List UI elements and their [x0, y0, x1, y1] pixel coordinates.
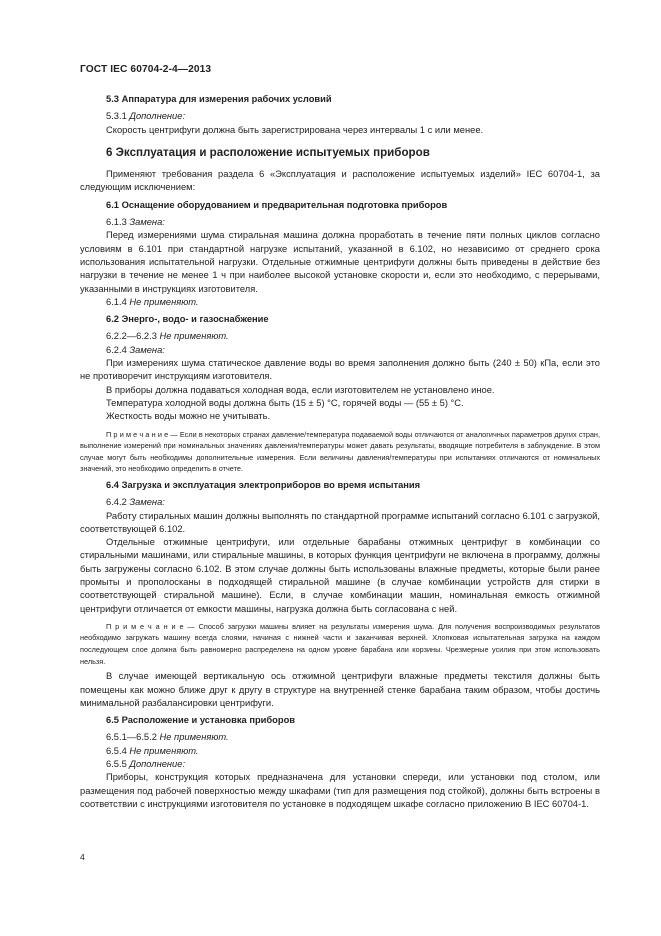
paragraph: Применяют требования раздела 6 «Эксплуатация и расположение испытуемых изделий» IEC 60704-1, за следующим исключением:	[80, 169, 600, 193]
clause-6-1-3: 6.1.3 Замена:	[106, 217, 165, 228]
paragraph: При измерениях шума статическое давление воды во время заполнения должно быть (240 ± 50) кПа, если это не противоречит инструкциям изготовителя.	[80, 358, 600, 382]
paragraph: Температура холодной воды должна быть (15 ± 5) °С, горячей воды — (55 ± 5) °С.	[106, 397, 464, 408]
section-5-3-title: 5.3 Аппаратура для измерения рабочих условий	[106, 94, 332, 104]
clause-6-5-4: 6.5.4 Не применяют.	[106, 745, 199, 756]
note: П р и м е ч а н и е — Способ загрузки машины влияет на результаты измерения шума. Для получения воспроизводимых результатов необходимо загружать машину всегда слоями, начиная с нижней части и заканчивая верхней. Хлопковая испытательная загрузка на каждом последующем слое должна быть равномерно распределена на одном уровне барабана или корзины. Чрезмерные усилия при этом использовать нельзя.	[80, 621, 600, 666]
section-6-2-title: 6.2 Энерго-, водо- и газоснабжение	[106, 314, 269, 325]
paragraph: Работу стиральных машин должны выполнять по стандартной программе испытаний согласно 6.101 с загрузкой, соответствующей 6.102.	[80, 510, 600, 534]
section-6-1-title: 6.1 Оснащение оборудованием и предварительная подготовка приборов	[106, 199, 448, 210]
paragraph: Перед измерениями шума стиральная машина должна проработать в течение пяти полных циклов согласно условиям в 6.101 при стандартной нагрузке испытаний, указанной в 6.102, но независимо от среднего срока использования испытательной нагрузки. Отдельные отжимные центрифуги должны быть приведены в действие без нагрузки в течение не менее 1 ч при наиболее высокой установке скорости и, если это необходимо, с перерывами, указанными в инструкциях изготовителя.	[80, 230, 600, 294]
clause-6-4-2: 6.4.2 Замена:	[106, 497, 165, 508]
section-6-4-title: 6.4 Загрузка и эксплуатация электроприборов во время испытания	[106, 479, 421, 490]
standard-header: ГОСТ IEC 60704-2-4—2013	[80, 64, 212, 75]
clause-6-2-4: 6.2.4 Замена:	[106, 344, 165, 355]
paragraph: Скорость центрифуги должна быть зарегистрирована через интервалы 1 с или менее.	[106, 124, 484, 135]
page-number: 4	[80, 852, 85, 862]
paragraph: В приборы должна подаваться холодная вода, если изготовителем не установлено иное.	[106, 384, 495, 395]
paragraph: В случае имеющей вертикальную ось отжимной центрифуги влажные предметы текстиля должны быть помещены как можно ближе друг к другу в структуре на внутренней стенке барабана таким образом, чтобы достичь минимальной разбалансировки центрифуги.	[80, 671, 600, 708]
clause-6-5-1: 6.5.1—6.5.2 Не применяют.	[106, 732, 229, 743]
paragraph: Жесткость воды можно не учитывать.	[106, 411, 271, 422]
clause-6-2-2: 6.2.2—6.2.3 Не применяют.	[106, 331, 229, 342]
document-body	[80, 93, 600, 811]
paragraph: Отдельные отжимные центрифуги, или отдельные барабаны отжимных центрифуг в комбинации со стиральными машинами, или стиральные машины, в которых функция центрифуги не включена в программу, должны быть загружены согласно 6.102. В этом случае должны быть использованы влажные предметы, которые были ранее промыты и прополосканы в подходящей стиральной машине (в случае комбинации устройств для стирки в соответствующей стиральной машине). Если, в случае комбинации машин, номинальная емкость отжимной центрифуги отличается от емкости машины, нагрузка должна быть согласована с ней.	[80, 537, 600, 614]
clause-6-5-5: 6.5.5 Дополнение:	[106, 759, 186, 770]
section-6-5-title: 6.5 Расположение и установка приборов	[106, 715, 296, 726]
section-6-title: 6 Эксплуатация и расположение испытуемых приборов	[106, 145, 430, 159]
note: П р и м е ч а н и е — Если в некоторых странах давление/температура подаваемой воды отличаются от аналогичных параметров других стран, выполнение измерений при номинальных значениях давления/температуры может давать результаты, вводящие потребителя в заблуждение. В этом случае могут быть необходимы дополнительные измерения. Если величины давления/температуры при испытаниях отличаются от номинальных значений, это необходимо определить в отчете.	[80, 429, 600, 474]
paragraph: Приборы, конструкция которых предназначена для установки спереди, или установки под столом, или размещения под рабочей поверхностью между шкафами (тип для размещения под стойкой), должны быть встроены в соответствии с инструкциями изготовителя по установке в подходящем шкафе согласно приложению В IEC 60704-1.	[80, 772, 600, 809]
clause-6-1-4: 6.1.4 Не применяют.	[106, 296, 199, 307]
clause-5-3-1: 5.3.1 Дополнение:	[106, 111, 186, 122]
